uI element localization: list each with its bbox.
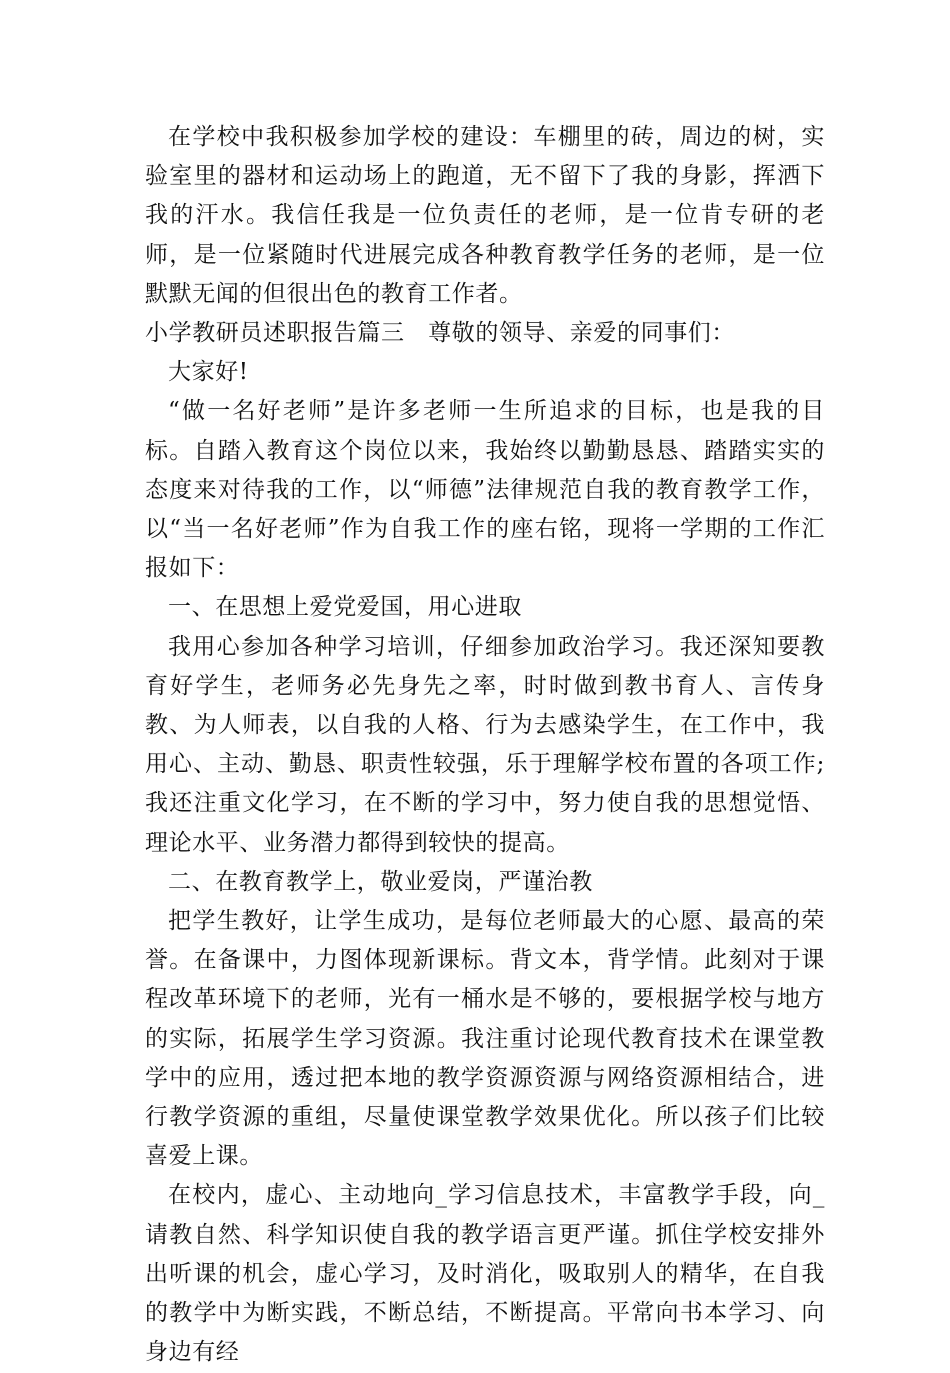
section-heading-2: 二、在教育教学上，敬业爱岗，严谨治教 [168, 868, 593, 895]
paragraph-in-school: 在校内，虚心、主动地向_学习信息技术，丰富教学手段，向_请教自然、科学知识使自我的教学语言更严谨。抓住学校安排外出听课的机会，虚心学习，及时消化，吸取别人的精华，在自我的教学中为断实践，不断总结，不断提高。平常向书本学习、向身边有经 [145, 1182, 825, 1366]
paragraph-good-teacher: “做一名好老师”是许多老师一生所追求的目标，也是我的目标。自踏入教育这个岗位以来，我始终以勤勤恳恳、踏踏实实的态度来对待我的工作，以“师德”法律规范自我的教育教学工作，以“当一名好老师”作为自我工作的座右铭，现将一学期的工作汇报如下： [145, 398, 825, 582]
section-heading-1: 一、在思想上爱党爱国，用心进取 [168, 594, 522, 621]
greeting: 大家好! [168, 359, 249, 386]
paragraph-school-construction: 在学校中我积极参加学校的建设：车棚里的砖，周边的树，实验室里的器材和运动场上的跑道，无不留下了我的身影，挥洒下我的汗水。我信任我是一位负责任的老师，是一位肯专研的老师，是一位紧随时代进展完成各种教育教学任务的老师，是一位默默无闻的但很出色的教育工作者。 [145, 124, 825, 307]
paragraph-study-training: 我用心参加各种学习培训，仔细参加政治学习。我还深知要教育好学生，老师务必先身先之率，时时做到教书育人、言传身教、为人师表，以自我的人格、行为去感染学生，在工作中，我用心、主动、勤恳、职责性较强，乐于理解学校布置的各项工作;我还注重文化学习，在不断的学习中，努力使自我的思想觉悟、理论水平、业务潜力都得到较快的提高。 [145, 633, 825, 856]
paragraph-teaching: 把学生教好，让学生成功，是每位老师最大的心愿、最高的荣誉。在备课中，力图体现新课标。背文本，背学情。此刻对于课程改革环境下的老师，光有一桶水是不够的，要根据学校与地方的实际，拓展学生学习资源。我注重讨论现代教育技术在课堂教学中的应用，透过把本地的教学资源资源与网络资源相结合，进行教学资源的重组，尽量使课堂教学效果优化。所以孩子们比较喜爱上课。 [145, 908, 825, 1170]
report-title-line: 小学教研员述职报告篇三 尊敬的领导、亲爱的同事们： [145, 320, 735, 347]
document-body [145, 118, 825, 1373]
